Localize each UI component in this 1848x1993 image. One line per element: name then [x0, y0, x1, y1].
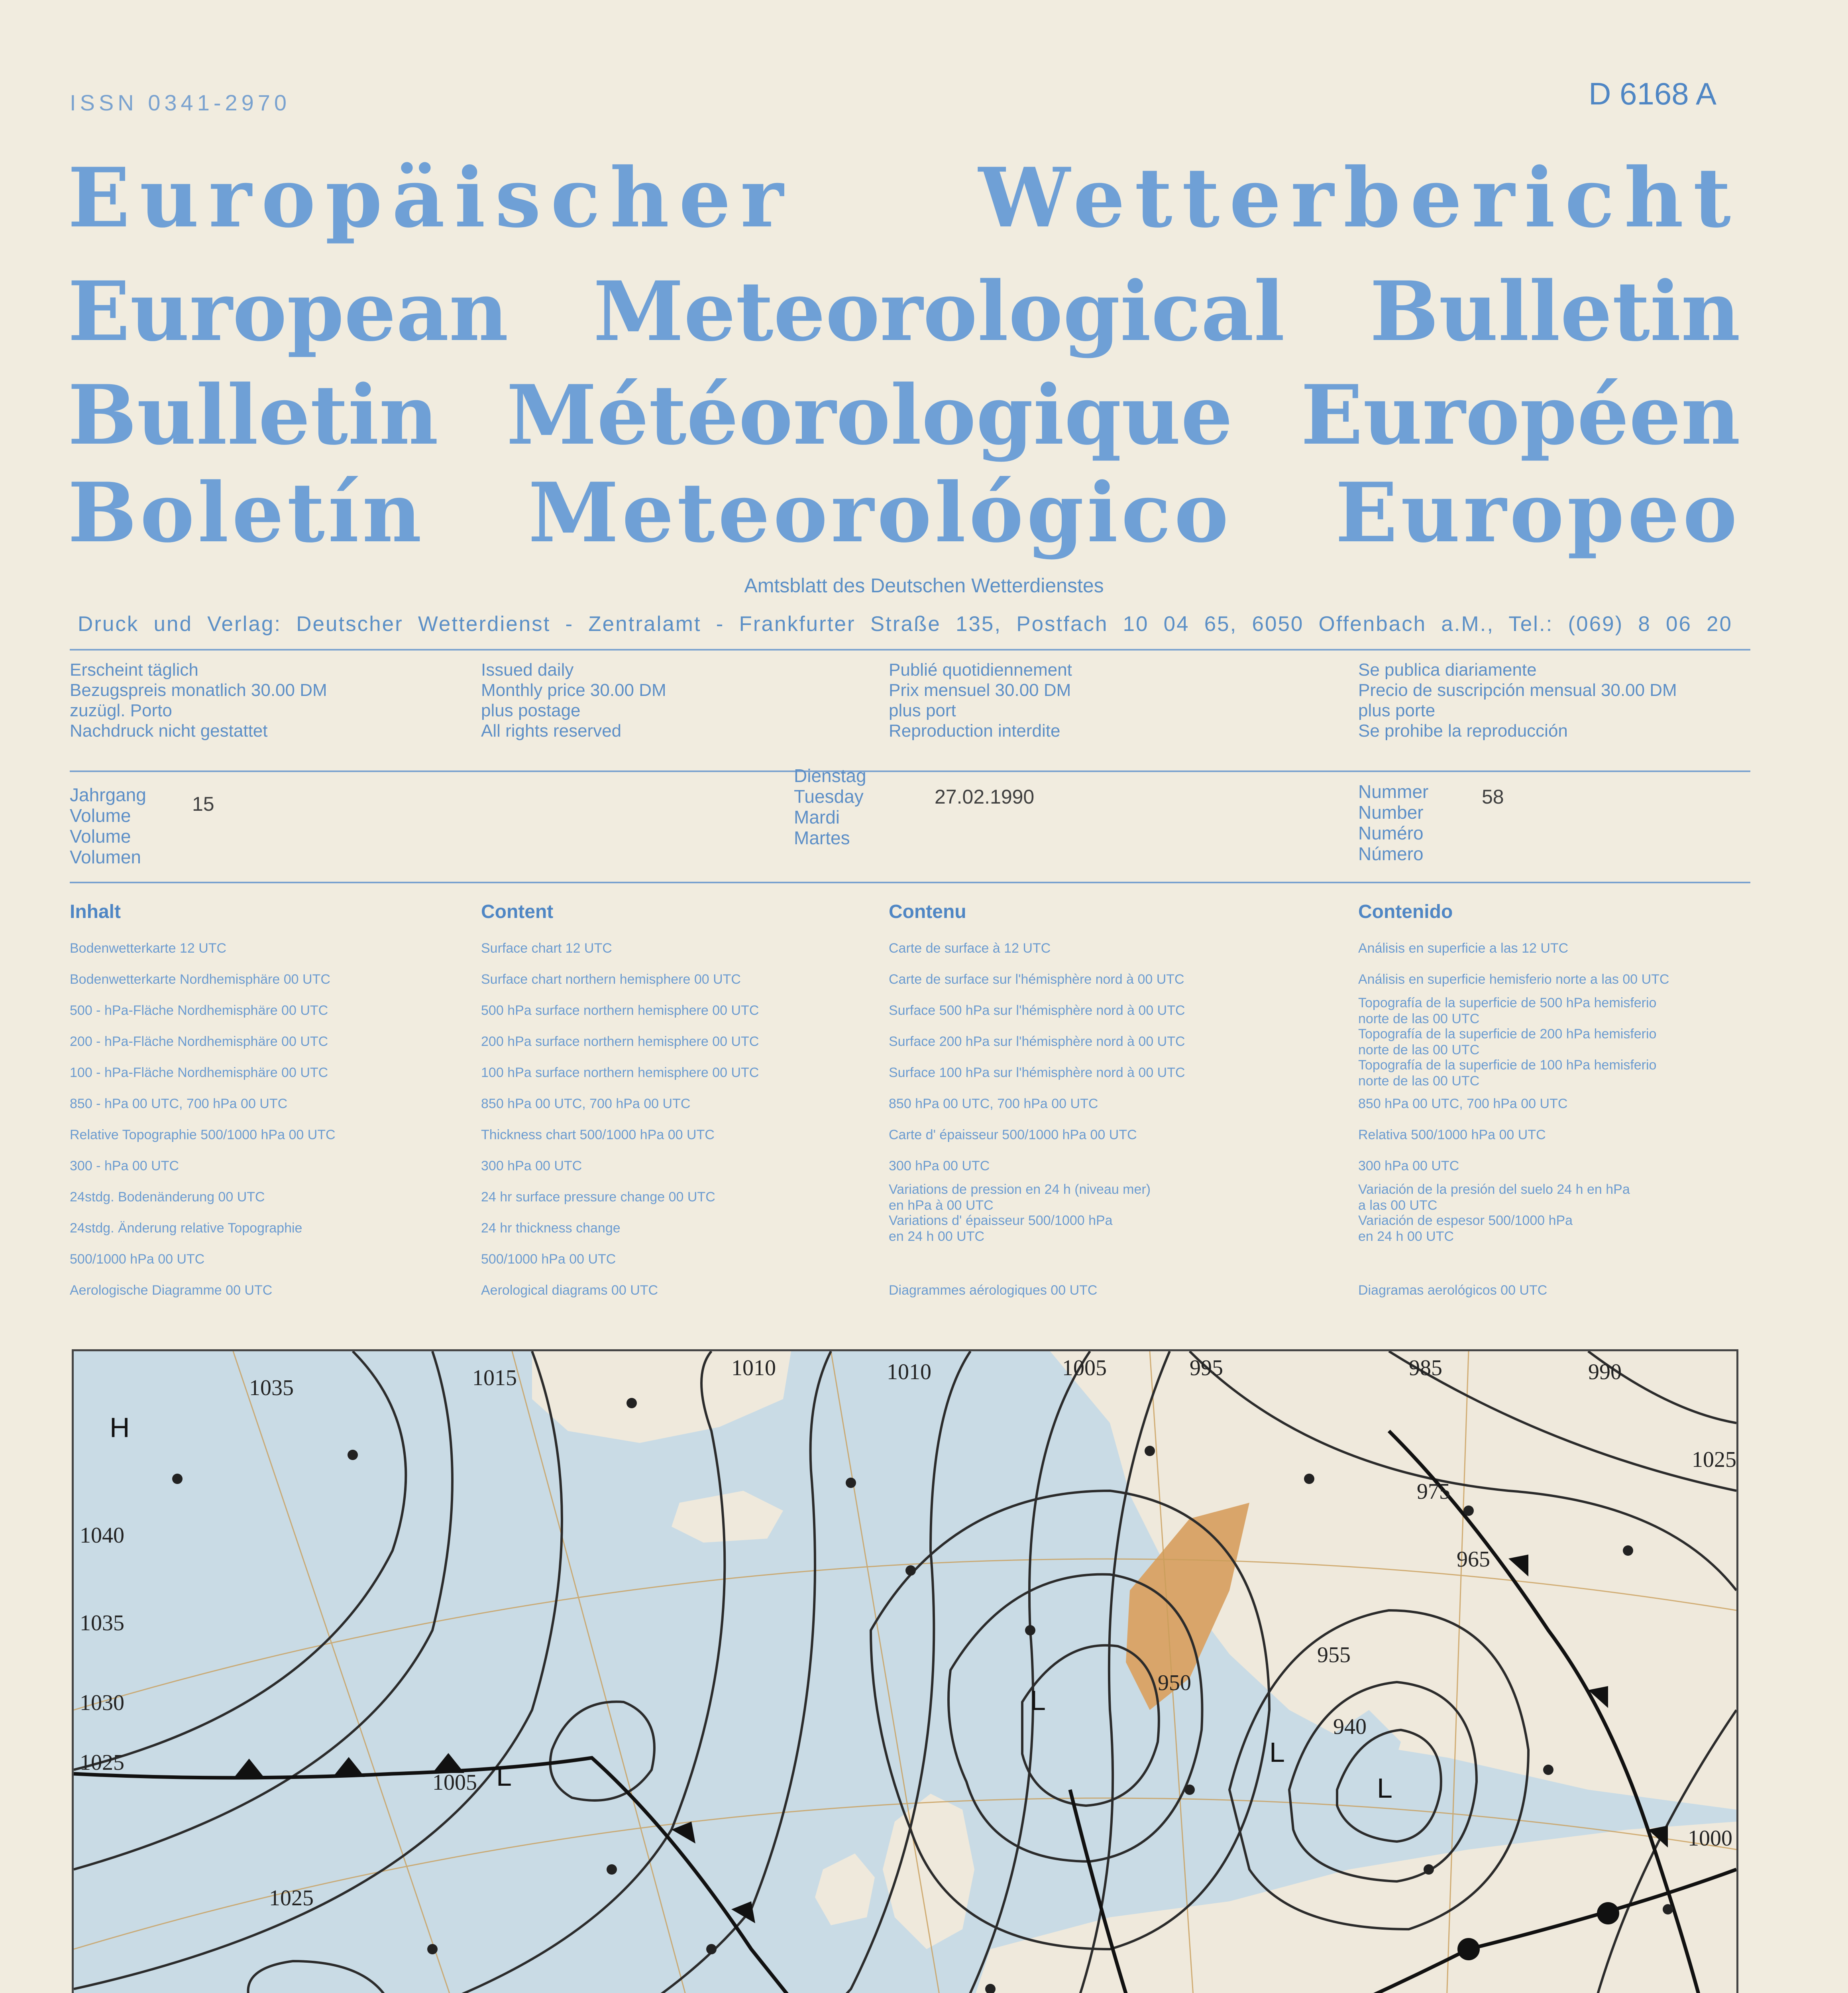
postal-code: D 6168 A [1589, 76, 1716, 111]
contents-item [1358, 1244, 1757, 1275]
contents-list-german [70, 933, 468, 1306]
isobar-label: 985 [1409, 1356, 1442, 1380]
contents-item: Surface 200 hPa sur l'hémisphère nord à 00 UTC [889, 1034, 1185, 1049]
contents-item: Surface 100 hPa sur l'hémisphère nord à 00 UTC [889, 1065, 1185, 1080]
contents-item: 24stdg. Änderung relative Topographie [70, 1221, 302, 1236]
isobar-label: 990 [1588, 1360, 1622, 1384]
subscription-english: Issued daily Monthly price 30.00 DM plus postage All rights reserved [481, 660, 666, 741]
contents-item: Aerologische Diagramme 00 UTC [70, 1283, 273, 1298]
contents-item: 850 - hPa 00 UTC, 700 hPa 00 UTC [70, 1096, 288, 1111]
issn-number: ISSN 0341-2970 [70, 90, 291, 115]
contents-item: Variations de pression en 24 h (niveau mer) en hPa à 00 UTC [889, 1182, 1151, 1213]
low-pressure-center: L [1377, 1773, 1392, 1804]
contents-item: 200 - hPa-Fläche Nordhemisphäre 00 UTC [70, 1034, 328, 1049]
contents-item: 850 hPa 00 UTC, 700 hPa 00 UTC [1358, 1096, 1568, 1111]
contents-item: 500 hPa surface northern hemisphere 00 UTC [481, 1003, 759, 1018]
isobar-label: 1010 [731, 1356, 776, 1380]
contents-item: 300 hPa 00 UTC [481, 1158, 582, 1173]
contents-item: 300 hPa 00 UTC [889, 1158, 990, 1173]
contents-item: Análisis en superficie hemisferio norte a las 00 UTC [1358, 972, 1669, 987]
title-english: European Meteorological Bulletin [68, 264, 1740, 360]
contents-item: 200 hPa surface northern hemisphere 00 UTC [481, 1034, 759, 1049]
contents-item: Topografía de la superficie de 200 hPa hemisferio norte de las 00 UTC [1358, 1026, 1657, 1057]
isobar-label: 1025 [80, 1750, 124, 1775]
contents-item: 24 hr surface pressure change 00 UTC [481, 1189, 715, 1205]
contents-item: Carte d' épaisseur 500/1000 hPa 00 UTC [889, 1127, 1137, 1142]
contents-item: 24 hr thickness change [481, 1221, 621, 1236]
contents-item: Análisis en superficie a las 12 UTC [1358, 941, 1569, 956]
contents-item: Variations d' épaisseur 500/1000 hPa en 24 h 00 UTC [889, 1213, 1113, 1244]
contents-item: Bodenwetterkarte Nordhemisphäre 00 UTC [70, 972, 330, 987]
contents-heading-spanish: Contenido [1358, 901, 1453, 922]
contents-item: 100 - hPa-Fläche Nordhemisphäre 00 UTC [70, 1065, 328, 1080]
contents-item: Variación de la presión del suelo 24 h en hPa a las 00 UTC [1358, 1182, 1630, 1213]
isobar-label: 1025 [269, 1886, 314, 1910]
title-german: Europäischer Wetterbericht [68, 150, 1740, 246]
weekday-labels: Dienstag Tuesday Mardi Martes [794, 765, 866, 848]
contents-item: Diagramas aerológicos 00 UTC [1358, 1283, 1548, 1298]
contents-item: Topografía de la superficie de 100 hPa hemisferio norte de las 00 UTC [1358, 1057, 1657, 1088]
issue-number: 58 [1482, 786, 1504, 808]
contents-item: 500 - hPa-Fläche Nordhemisphäre 00 UTC [70, 1003, 328, 1018]
isobar-label: 1005 [1062, 1356, 1107, 1380]
low-pressure-center: L [1030, 1685, 1046, 1716]
contents-item: Carte de surface à 12 UTC [889, 941, 1051, 956]
divider [70, 770, 1750, 772]
isobar-label: 1040 [80, 1523, 124, 1548]
low-pressure-center: L [1269, 1737, 1285, 1768]
contents-item: Relative Topographie 500/1000 hPa 00 UTC [70, 1127, 336, 1142]
volume-labels: Jahrgang Volume Volume Volumen [70, 784, 146, 867]
isobar-label: 1025 [1692, 1447, 1736, 1472]
contents-heading-german: Inhalt [70, 901, 121, 922]
contents-item: 300 hPa 00 UTC [1358, 1158, 1459, 1173]
contents-item: 500/1000 hPa 00 UTC [481, 1252, 616, 1267]
title-french: Bulletin Météorologique Européen [68, 368, 1740, 463]
contents-item: Surface chart northern hemisphere 00 UTC [481, 972, 741, 987]
volume-value: 15 [192, 793, 214, 815]
contents-item: 500/1000 hPa 00 UTC [70, 1252, 205, 1267]
contents-item: Variación de espesor 500/1000 hPa en 24 h 00 UTC [1358, 1213, 1573, 1244]
contents-item: 300 - hPa 00 UTC [70, 1158, 179, 1173]
high-pressure-center: H [110, 1412, 130, 1443]
contents-heading-french: Contenu [889, 901, 966, 922]
contents-item: Carte de surface sur l'hémisphère nord à 00 UTC [889, 972, 1184, 987]
contents-list-english [481, 933, 880, 1306]
divider [70, 649, 1750, 651]
isobar-label: 965 [1457, 1547, 1490, 1572]
isobar-label: 955 [1317, 1643, 1351, 1667]
isobar-label: 1030 [80, 1690, 124, 1715]
contents-item: Surface chart 12 UTC [481, 941, 612, 956]
title-spanish: Boletín Meteorológico Europeo [68, 465, 1740, 561]
map-canvas [74, 1351, 1736, 1993]
contents-heading-english: Content [481, 901, 554, 922]
contents-list-spanish [1358, 933, 1757, 1306]
isobar-label: 1005 [432, 1770, 477, 1795]
number-labels: Nummer Number Numéro Número [1358, 781, 1429, 864]
isobar-label: 1015 [472, 1366, 517, 1390]
contents-item: Topografía de la superficie de 500 hPa hemisferio norte de las 00 UTC [1358, 995, 1657, 1026]
issue-date: 27.02.1990 [935, 786, 1035, 808]
contents-item: 24stdg. Bodenänderung 00 UTC [70, 1189, 265, 1205]
contents-item: 100 hPa surface northern hemisphere 00 UTC [481, 1065, 759, 1080]
isobar-label: 1035 [80, 1611, 124, 1635]
contents-item: Surface 500 hPa sur l'hémisphère nord à 00 UTC [889, 1003, 1185, 1018]
contents-item: 850 hPa 00 UTC, 700 hPa 00 UTC [481, 1096, 691, 1111]
surface-weather-map [72, 1349, 1738, 1993]
contents-item: Aerological diagrams 00 UTC [481, 1283, 658, 1298]
isobar-label: 1000 [1688, 1826, 1732, 1851]
subscription-german: Erscheint täglich Bezugspreis monatlich 30.00 DM zuzügl. Porto Nachdruck nicht gestattet [70, 660, 327, 741]
isobar-label: 940 [1333, 1714, 1367, 1739]
contents-item: Thickness chart 500/1000 hPa 00 UTC [481, 1127, 715, 1142]
divider [70, 882, 1750, 883]
contents-list-french [889, 933, 1347, 1306]
contents-item: Diagrammes aérologiques 00 UTC [889, 1283, 1098, 1298]
subscription-spanish: Se publica diariamente Precio de suscripción mensual 30.00 DM plus porte Se prohibe la reproducción [1358, 660, 1677, 741]
isobar-label: 1010 [887, 1360, 931, 1384]
isobar-label: 975 [1417, 1479, 1450, 1504]
official-gazette-line: Amtsblatt des Deutschen Wetterdienstes [744, 574, 1104, 597]
contents-item: 850 hPa 00 UTC, 700 hPa 00 UTC [889, 1096, 1098, 1111]
isobar-label: 1035 [249, 1376, 294, 1400]
low-pressure-center: L [496, 1761, 512, 1792]
isobar-label: 995 [1190, 1356, 1223, 1380]
contents-item: Relativa 500/1000 hPa 00 UTC [1358, 1127, 1546, 1142]
contents-item [889, 1244, 1347, 1275]
isobar-label: 950 [1158, 1671, 1191, 1695]
publisher-line: Druck und Verlag: Deutscher Wetterdienst - Zentralamt - Frankfurter Straße 135, Postfach 10 04 65, 6050 Offenbach a.M., Tel.: (069) 8 06 20 [78, 612, 1732, 636]
subscription-french: Publié quotidiennement Prix mensuel 30.00 DM plus port Reproduction interdite [889, 660, 1072, 741]
contents-item: Bodenwetterkarte 12 UTC [70, 941, 227, 956]
